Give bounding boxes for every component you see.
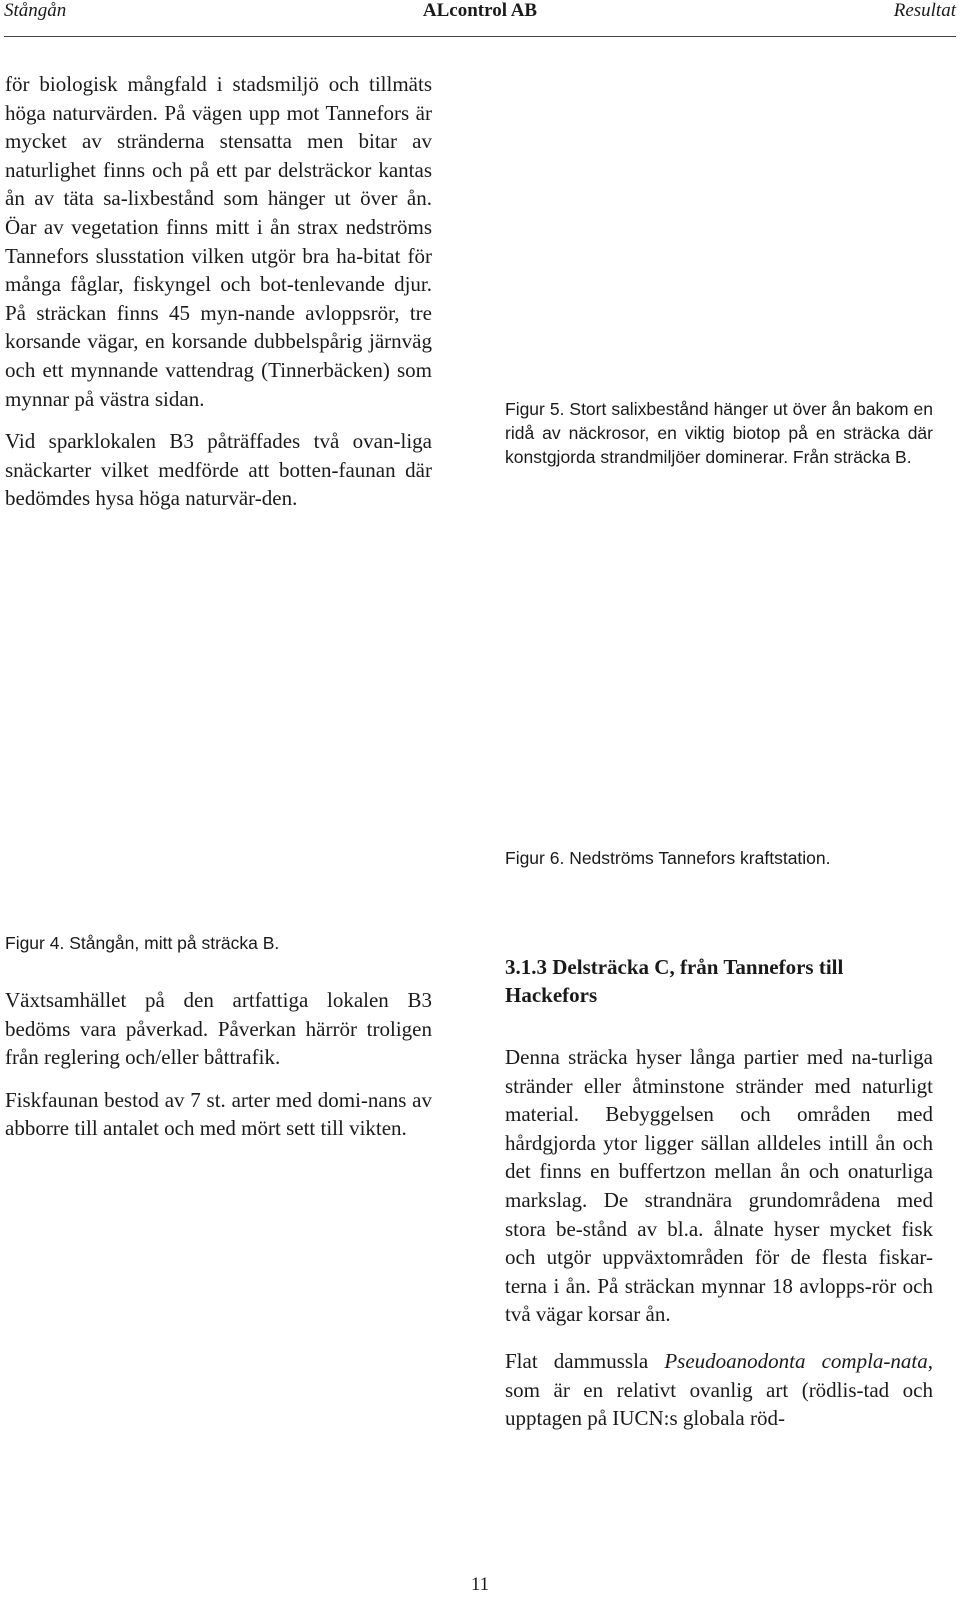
paragraph-end: , som är en relativt ovanlig art (rödlis-tad och upptagen på IUCN:s globala röd- (505, 1348, 933, 1431)
paragraph: Växtsamhället på den artfattiga lokalen B3 bedöms vara påverkad. Påverkan härrör troligen från reglering och/eller båttrafik. (5, 988, 432, 1070)
paragraph (505, 1347, 933, 1433)
species-name: Pseudoanodonta compla-nata (664, 1348, 928, 1373)
header-right: Resultat (893, 0, 956, 21)
paragraph: för biologisk mångfald i stadsmiljö och tillmäts höga naturvärden. På vägen upp mot Tannefors är mycket av stränderna stensatta men bitar av naturlighet finns och på ett par delsträckor kantas ån av täta sa-lixbestånd som hänger ut över ån. Öar av vegetation finns mitt i ån strax nedströms Tannefors slusstation vilken utgör bra ha-bitat för många fåglar, fiskyngel och bot-tenlevande djur. På sträckan finns 45 myn-nande avloppsrör, tre korsande vägar, en korsande dubbelspårig järnväg och ett mynnande vattendrag (Tinnerbäcken) som mynnar på västra sidan. (5, 72, 432, 411)
figure4-caption: Figur 4. Stångån, mitt på sträcka B. (5, 933, 280, 953)
figure6-caption: Figur 6. Nedströms Tannefors kraftstation. (505, 848, 831, 868)
lower-left-text (5, 986, 432, 1143)
header-center: ALcontrol AB (422, 0, 538, 21)
paragraph: Vid sparklokalen B3 påträffades två ovan-liga snäckarter vilket medförde att botten-faunan där bedömdes hysa höga naturvär-den. (5, 429, 432, 511)
figure5-caption: Figur 5. Stort salixbestånd hänger ut över ån bakom en ridå av näckrosor, en viktig biotop på en sträcka där konstgjorda strandmiljöer dominerar. Från sträcka B. (505, 399, 933, 467)
paragraph: Fiskfaunan bestod av 7 st. arter med domi-nans av abborre till antalet och med mört sett till vikten. (5, 1087, 432, 1141)
paragraph: Denna sträcka hyser långa partier med na-turliga stränder eller åtminstone stränder med naturligt material. Bebyggelsen och områden med hårdgjorda ytor ligger sällan alldeles intill ån och det finns en buffertzon mellan ån och onaturliga markslag. De strandnära grundområdena med stora be-stånd av bl.a. ålnate hyser mycket fisk och utgör uppväxtområden för de flesta fiskar-terna i ån. På sträckan mynnar 18 avlopps-rör och två vägar korsar ån. (505, 1045, 933, 1327)
page-number: 11 (470, 1574, 490, 1595)
page-header (4, 0, 956, 37)
section-heading: 3.1.3 Delsträcka C, från Tannefors till Hackefors (505, 955, 844, 1007)
left-column-text (5, 70, 432, 513)
header-left: Stångån (4, 0, 67, 21)
paragraph-start: Flat dammussla (505, 1348, 665, 1373)
lower-right-column (505, 953, 933, 1433)
